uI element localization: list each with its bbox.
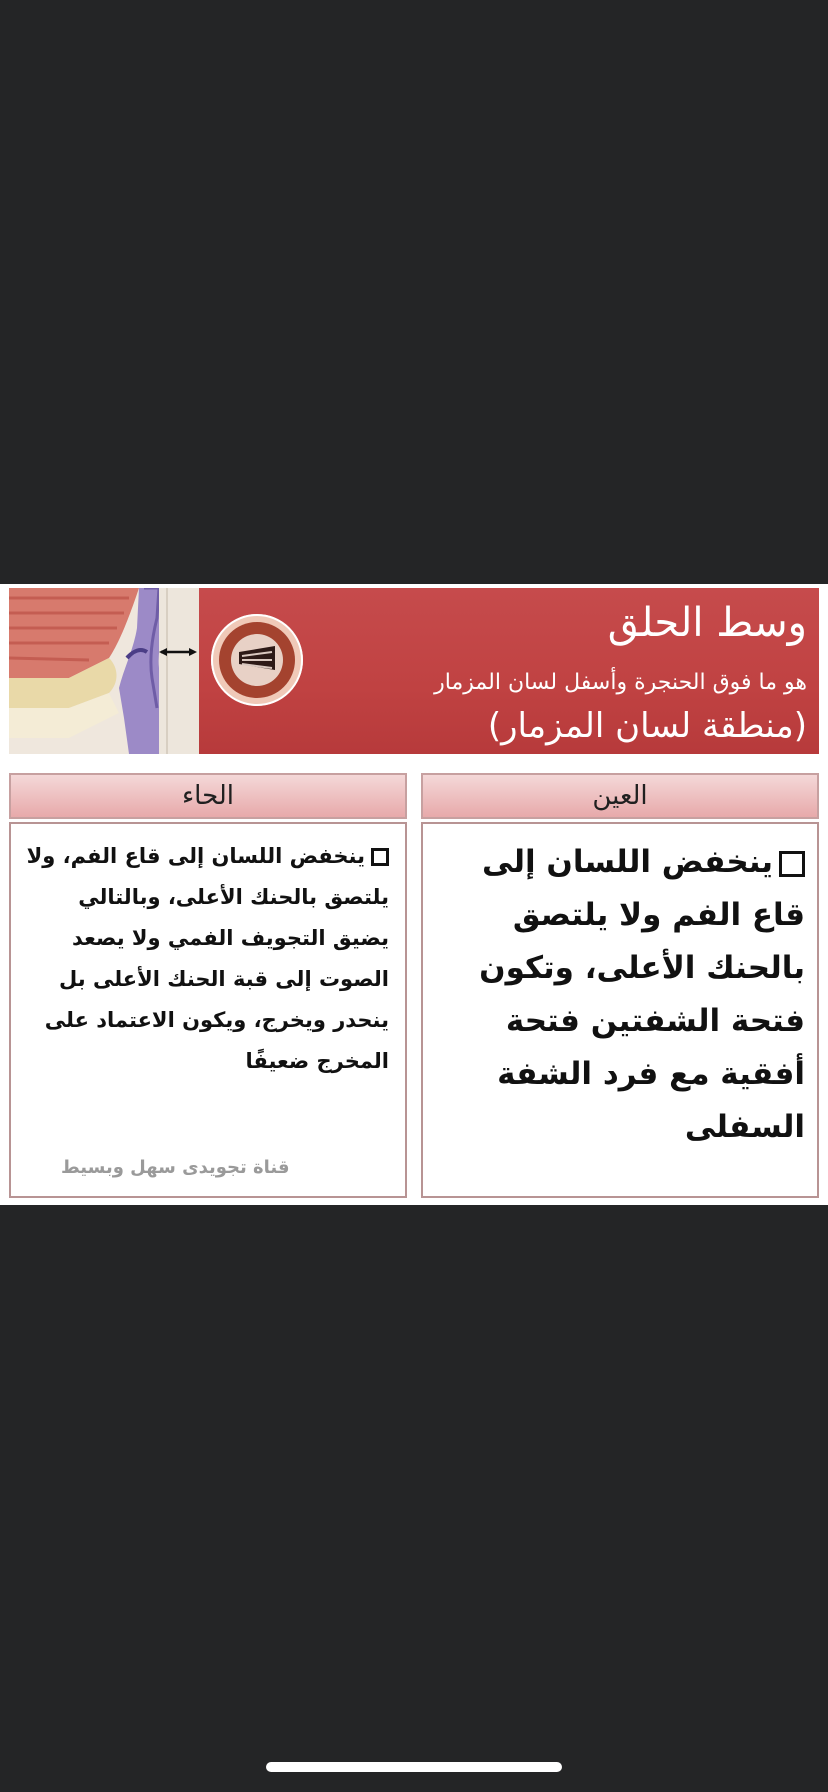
- ain-description: [435, 836, 805, 1154]
- slide-title: وسط الحلق: [607, 600, 807, 646]
- home-indicator[interactable]: [266, 1762, 562, 1772]
- column-header-ain: العين: [421, 773, 819, 819]
- column-header-haa: الحاء: [9, 773, 407, 819]
- haa-description-text: ينخفض اللسان إلى قاع الفم، ولا يلتصق بالحنك الأعلى، وبالتالي يضيق التجويف الفمي ولا يصعد الصوت إلى قبة الحنك الأعلى بل ينحدر ويخرج، ويكون الاعتماد على المخرج ضعيفًا: [26, 844, 389, 1073]
- channel-watermark: قناة تجويدى سهل وبسيط: [61, 1157, 290, 1178]
- column-body-ain: [421, 822, 819, 1198]
- slide-subtitle: هو ما فوق الحنجرة وأسفل لسان المزمار: [434, 670, 807, 695]
- checkbox-bullet-icon: [779, 851, 805, 877]
- haa-description: [21, 836, 389, 1082]
- larynx-illustration: [209, 612, 305, 708]
- throat-anatomy-illustration: [9, 588, 199, 754]
- ain-description-text: ينخفض اللسان إلى قاع الفم ولا يلتصق بالحنك الأعلى، وتكون فتحة الشفتين فتحة أفقية مع فرد الشفة السفلى: [479, 844, 805, 1145]
- slide-card: [0, 584, 828, 1205]
- column-body-haa: [9, 822, 407, 1198]
- region-label: (منطقة لسان المزمار): [487, 706, 807, 746]
- slide-header: [9, 588, 819, 754]
- checkbox-bullet-icon: [371, 848, 389, 866]
